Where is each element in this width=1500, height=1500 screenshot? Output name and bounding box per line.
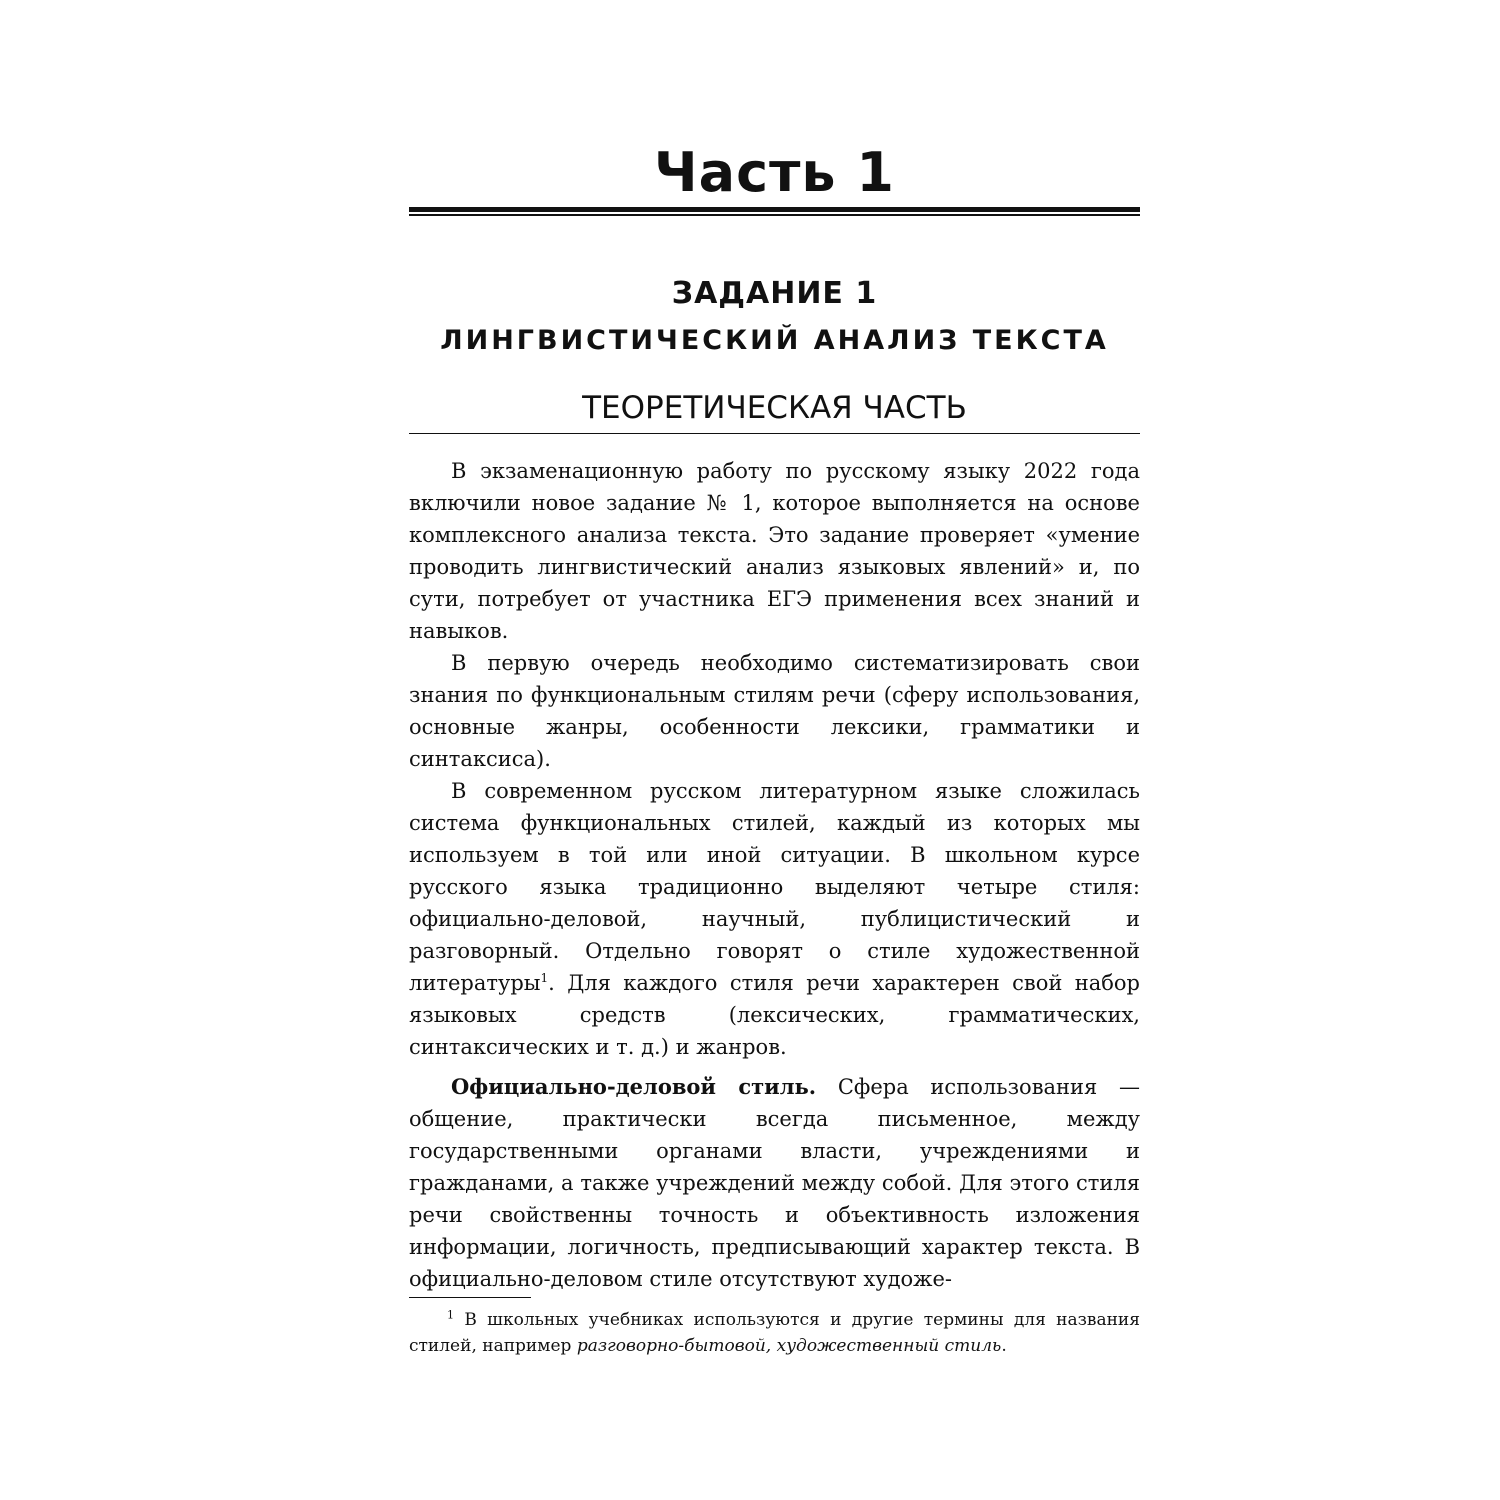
footnote-mark: 1 [447, 1308, 454, 1322]
part-title: Часть 1 [654, 141, 895, 204]
book-page [409, 0, 1140, 1500]
term-official-style: Официально-деловой стиль. [451, 1074, 817, 1099]
paragraph-3 [409, 775, 1140, 1063]
task-title: ЗАДАНИЕ 1 [671, 276, 878, 311]
paragraph-3-text-end: . Для каждого стиля речи характерен свой набор языковых средств (лексических, грамматических, синтаксических и т. д.) и жанров. [409, 971, 1140, 1059]
footnote-separator [409, 1297, 531, 1298]
footnote-examples: разговорно-бытовой, художественный стиль [576, 1336, 1002, 1356]
section-rule [409, 433, 1140, 434]
rule-thin [409, 214, 1140, 216]
paragraph-3-text-start: В современном русском литературном языке сложилась система функциональных стилей, каждый из которых мы используем в той или иной ситуации. В школьном курсе русского языка традиционно выделяют четыре стиля: официально-деловой, научный, публицистический и разговорный. Отдельно говорят о стиле художественной литературы [409, 779, 1140, 995]
footnote-paragraph [409, 1307, 1140, 1359]
rule-thick [409, 207, 1140, 212]
paragraph-4-text: Сфера использования — общение, практически всегда письменное, между государственными органами власти, учреждениями и гражданами, а также учреждений между собой. Для этого стиля речи свойственны точность и объективность изложения информации, логичность, предписывающий характер текста. В официально-деловом стиле отсутствуют художе- [409, 1075, 1140, 1291]
task-subtitle: ЛИНГВИСТИЧЕСКИЙ АНАЛИЗ ТЕКСТА [440, 325, 1109, 356]
footnote [409, 1307, 1140, 1359]
body-text [409, 455, 1140, 1295]
paragraph-2: В первую очередь необходимо систематизировать свои знания по функциональным стилям речи (сферу использования, основные жанры, особенности лексики, грамматики и синтаксиса). [409, 651, 1140, 771]
paragraph-4 [409, 1071, 1140, 1295]
footnote-reference: 1 [540, 971, 549, 985]
section-title: ТЕОРЕТИЧЕСКАЯ ЧАСТЬ [582, 390, 967, 426]
paragraph-1: В экзаменационную работу по русскому языку 2022 года включили новое задание № 1, которое выполняется на основе комплексного анализа текста. Это задание проверяет «умение проводить лингвистический анализ языковых явлений» и, по сути, потребует от участника ЕГЭ применения всех знаний и навыков. [409, 459, 1140, 643]
part-title-double-rule [409, 207, 1140, 216]
footnote-text: В школьных учебниках используются и другие термины для названия стилей, например [409, 1310, 1140, 1356]
footnote-end: . [1001, 1336, 1007, 1356]
